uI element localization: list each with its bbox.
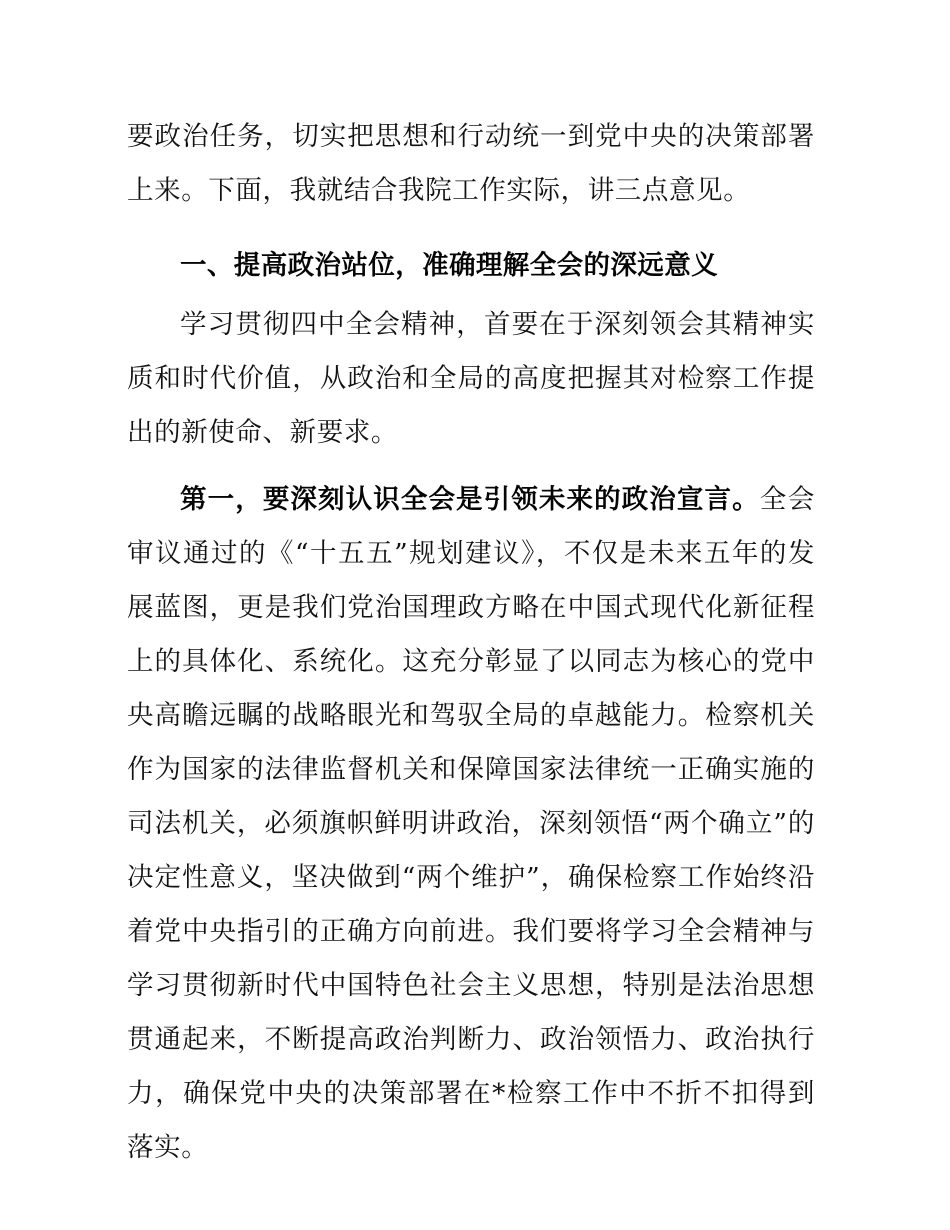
paragraph-section-one-intro: 学习贯彻四中全会精神，首要在于深刻领会其精神实质和时代价值，从政治和全局的高度把握其对检察工作提出的新使命、新要求。 — [127, 309, 815, 448]
section-heading-one: 一、提高政治站位，准确理解全会的深远意义 — [180, 250, 718, 280]
paragraph-point-one — [127, 472, 815, 1175]
paragraph-intro-continued: 要政治任务，切实把思想和行动统一到党中央的决策部署上来。下面，我就结合我院工作实际，讲三点意见。 — [127, 121, 815, 206]
paragraph-point-one-body: 全会审议通过的《“十五五”规划建议》，不仅是未来五年的发展蓝图，更是我们党治国理政方略在中国式现代化新征程上的具体化、系统化。这充分彰显了以同志为核心的党中央高瞻远瞩的战略眼光和驾驭全局的卓越能力。检察机关作为国家的法律监督机关和保障国家法律统一正确实施的司法机关，必须旗帜鲜明讲政治，深刻领悟“两个确立”的决定性意义，坚决做到“两个维护”，确保检察工作始终沿着党中央指引的正确方向前进。我们要将学习全会精神与学习贯彻新时代中国特色社会主义思想，特别是法治思想贯通起来，不断提高政治判断力、政治领悟力、政治执行力，确保党中央的决策部署在*检察工作中不折不扣得到落实。 — [127, 484, 816, 1163]
heading-top-spacer — [127, 218, 815, 238]
paragraph-point-one-lead: 第一，要深刻认识全会是引领未来的政治宣言。 — [180, 484, 760, 514]
paragraph-gap-spacer — [127, 460, 815, 472]
document-text-column — [127, 110, 815, 1175]
